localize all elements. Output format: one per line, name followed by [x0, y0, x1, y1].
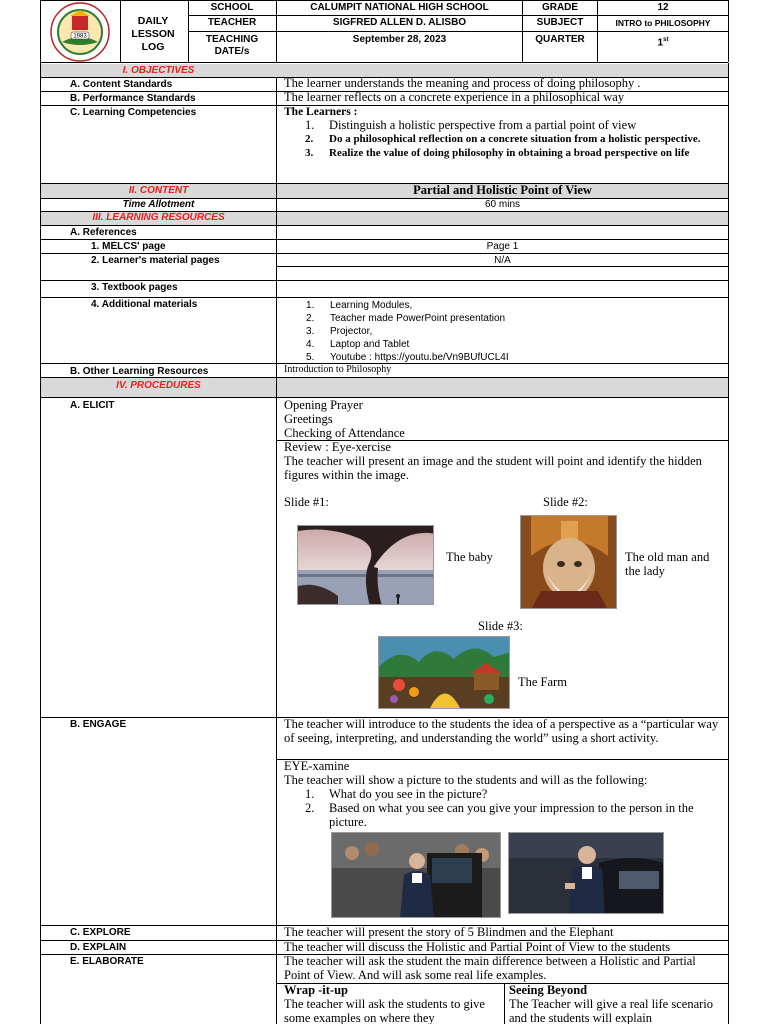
material-item: 4. Laptop and Tablet — [306, 339, 410, 350]
school-value: CALUMPIT NATIONAL HIGH SCHOOL — [310, 2, 489, 13]
slide2-image — [520, 515, 617, 609]
melcs-label: 1. MELCS' page — [91, 241, 166, 252]
explore-text: The teacher will present the story of 5 Blindmen and the Elephant — [284, 925, 614, 939]
other-resources-value: Introduction to Philosophy — [284, 364, 392, 375]
elicit-opening — [284, 399, 724, 440]
content-standards-label: A. Content Standards — [70, 79, 173, 90]
engage-label: B. ENGAGE — [70, 719, 127, 730]
competencies-list — [305, 119, 723, 159]
school-seal — [42, 2, 118, 62]
competency-item: 1. Distinguish a holistic perspective from a partial point of view — [305, 118, 637, 132]
quarter-label: QUARTER — [535, 34, 585, 45]
slide1-image — [297, 525, 434, 605]
log-title: DAILY LESSON LOG — [131, 15, 175, 53]
examine-questions — [305, 788, 720, 829]
review-title: Review : Eye-xercise — [284, 440, 391, 454]
additional-materials-label: 4. Additional materials — [91, 299, 198, 310]
quarter-value: 1st — [657, 37, 669, 49]
teacher-value: SIGFRED ALLEN D. ALISBO — [332, 17, 467, 28]
explain-text: The teacher will discuss the Holistic and Partial Point of View to the students — [284, 940, 671, 954]
explain-label: D. EXPLAIN — [70, 942, 127, 953]
elicit-label: A. ELICIT — [70, 400, 115, 411]
elicit-line: Checking of Attendance — [284, 425, 405, 440]
learners-material-value: N/A — [494, 255, 511, 266]
seal-icon — [42, 2, 118, 62]
school-label: SCHOOL — [210, 2, 254, 13]
slide2-label: Slide #2: — [543, 495, 588, 509]
grade-label: GRADE — [541, 2, 579, 13]
competency-item: 3. Realize the value of doing philosophy in obtaining a broad perspective on life — [305, 146, 690, 159]
slide3-caption: The Farm — [518, 675, 567, 689]
material-item: 3. Projector, — [306, 326, 373, 337]
review-text: The teacher will present an image and the student will point and identify the hidden figures within the image. — [284, 454, 702, 482]
material-item: 5. Youtube : https://youtu.be/Vn9BUfUCL4I — [306, 352, 509, 363]
examine-text: The teacher will show a picture to the students and will as the following: — [284, 773, 648, 787]
engage-image-right — [508, 832, 664, 914]
slide1-caption: The baby — [446, 550, 493, 564]
time-allotment-value: 60 mins — [484, 199, 520, 210]
wrap-title: Wrap -it-up — [284, 983, 349, 997]
beyond-title: Seeing Beyond — [509, 983, 588, 997]
examine-question: 1. What do you see in the picture? — [305, 787, 488, 801]
slide2-caption: The old man and the lady — [625, 550, 710, 578]
wrap-text: The teacher will ask the students to give some examples on where they — [284, 997, 485, 1024]
teacher-label: TEACHER — [207, 17, 257, 28]
competencies-label: C. Learning Competencies — [70, 107, 197, 118]
performance-standards-text: The learner reflects on a concrete experience in a philosophical way — [284, 90, 625, 104]
beyond-text: The Teacher will give a real life scenario and the students will explain — [509, 997, 713, 1024]
grade-value: 12 — [657, 2, 669, 13]
additional-materials-list — [306, 299, 716, 364]
engage-image-left — [331, 832, 501, 918]
seal-year: 1983 — [73, 33, 87, 40]
slide3-label: Slide #3: — [478, 619, 523, 633]
resources-heading: III. LEARNING RESOURCES — [92, 212, 225, 223]
textbook-label: 3. Textbook pages — [91, 282, 178, 293]
date-value: September 28, 2023 — [352, 34, 447, 45]
time-allotment-label: Time Allotment — [122, 199, 195, 210]
content-standards-text: The learner understands the meaning and process of doing philosophy . — [284, 76, 641, 90]
procedures-heading: IV. PROCEDURES — [116, 380, 201, 391]
slide1-label: Slide #1: — [284, 495, 329, 509]
learners-material-label: 2. Learner's material pages — [91, 255, 220, 266]
objectives-heading: I. OBJECTIVES — [122, 65, 195, 76]
elicit-line: Greetings — [284, 411, 333, 426]
other-resources-label: B. Other Learning Resources — [70, 366, 209, 377]
slide3-image — [378, 636, 510, 709]
competency-item: 2. Do a philosophical reflection on a concrete situation from a holistic perspective. — [305, 132, 701, 145]
subject-value: INTRO to PHILOSOPHY — [615, 18, 711, 28]
date-label: TEACHING DATE/s — [205, 34, 259, 57]
performance-standards-label: B. Performance Standards — [70, 93, 196, 104]
references-label: A. References — [70, 227, 137, 238]
engage-text: The teacher will introduce to the students the idea of a perspective as a “particular way of seeing, interpreting, and understanding the world” using a short activity. — [284, 717, 719, 745]
elaborate-label: E. ELABORATE — [70, 956, 144, 967]
explore-label: C. EXPLORE — [70, 927, 131, 938]
subject-label: SUBJECT — [536, 17, 584, 28]
examine-title: EYE-xamine — [284, 759, 350, 773]
material-item: 1. Learning Modules, — [306, 300, 413, 311]
content-heading: II. CONTENT — [128, 185, 189, 196]
content-topic: Partial and Holistic Point of View — [413, 183, 592, 197]
melcs-value: Page 1 — [486, 241, 519, 252]
elaborate-text: The teacher will ask the student the main difference between a Holistic and Partial Point of View. And will ask some real life examples. — [284, 954, 696, 982]
competencies-intro: The Learners : — [284, 106, 358, 118]
material-item: 2. Teacher made PowerPoint presentation — [306, 313, 506, 324]
elicit-line: Opening Prayer — [284, 398, 363, 412]
examine-question: 2. Based on what you see can you give your impression to the person in the picture. — [305, 800, 694, 829]
